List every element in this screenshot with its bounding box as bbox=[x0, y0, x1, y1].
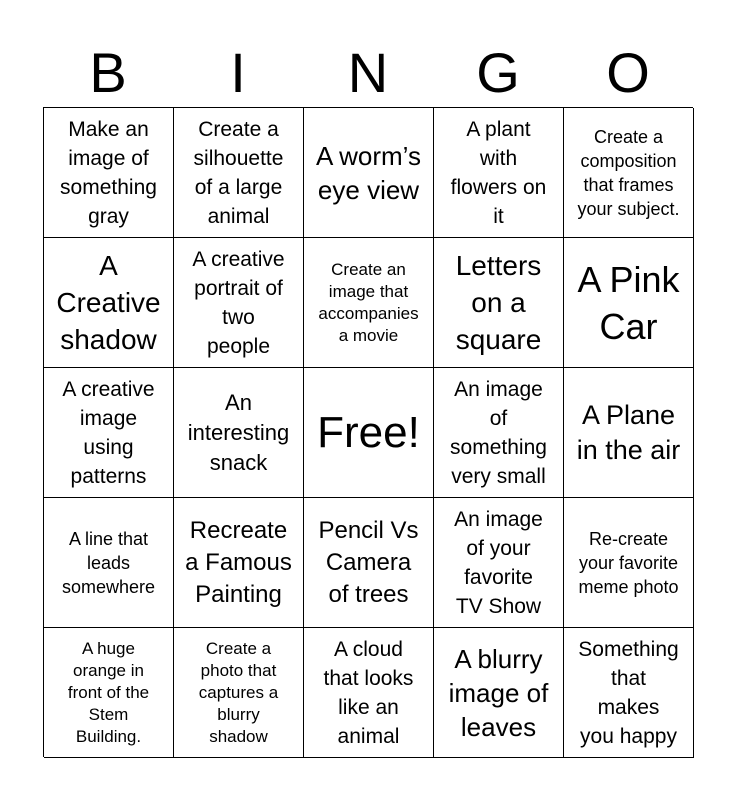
bingo-cell-r5c1[interactable] bbox=[44, 628, 174, 758]
header-letter-g: G bbox=[476, 41, 520, 104]
bingo-cell-r3c3[interactable] bbox=[304, 368, 434, 498]
cell-text: Letters on a square bbox=[455, 250, 542, 355]
cell-text: A creative portrait of two people bbox=[192, 247, 285, 358]
bingo-cell-r4c1[interactable] bbox=[44, 498, 174, 628]
free-space: Free! bbox=[317, 407, 420, 457]
cell-text: Recreate a Famous Painting bbox=[185, 516, 292, 608]
bingo-cell-r4c3[interactable] bbox=[304, 498, 434, 628]
bingo-cell-r1c4[interactable] bbox=[434, 108, 564, 238]
cell-text: A blurry image of leaves bbox=[448, 643, 549, 742]
header-letter-b: B bbox=[89, 41, 127, 104]
bingo-cell-r3c5[interactable] bbox=[564, 368, 694, 498]
bingo-cell-r1c3[interactable] bbox=[304, 108, 434, 238]
cell-text: A Plane in the air bbox=[576, 399, 681, 465]
bingo-cell-r5c2[interactable] bbox=[174, 628, 304, 758]
cell-text: Re-create your favorite meme photo bbox=[578, 528, 679, 597]
bingo-cell-r5c4[interactable] bbox=[434, 628, 564, 758]
bingo-cell-r1c2[interactable] bbox=[174, 108, 304, 238]
bingo-cell-r1c1[interactable] bbox=[44, 108, 174, 238]
header-letter-o: O bbox=[606, 41, 650, 104]
cell-text: Something that makes you happy bbox=[578, 637, 679, 748]
cell-text: Create an image that accompanies a movie bbox=[318, 259, 419, 345]
bingo-cell-r3c1[interactable] bbox=[44, 368, 174, 498]
bingo-cell-r4c2[interactable] bbox=[174, 498, 304, 628]
bingo-cell-r2c1[interactable] bbox=[44, 238, 174, 368]
cell-text: An interesting snack bbox=[187, 389, 290, 475]
bingo-cell-r3c2[interactable] bbox=[174, 368, 304, 498]
cell-text: Pencil Vs Camera of trees bbox=[318, 516, 419, 608]
bingo-cell-r2c3[interactable] bbox=[304, 238, 434, 368]
header-letter-i: I bbox=[230, 41, 246, 104]
cell-text: A worm’s eye view bbox=[316, 140, 421, 205]
cell-text: Create a composition that frames your subject. bbox=[577, 126, 680, 219]
bingo-cell-r2c2[interactable] bbox=[174, 238, 304, 368]
cell-text: A huge orange in front of the Stem Building. bbox=[67, 638, 150, 746]
cell-text: Create a silhouette of a large animal bbox=[193, 117, 284, 228]
cell-text: A plant with flowers on it bbox=[450, 117, 547, 228]
cell-text: Create a photo that captures a blurry shadow bbox=[198, 638, 279, 746]
bingo-board bbox=[43, 107, 693, 757]
bingo-cell-r2c4[interactable] bbox=[434, 238, 564, 368]
header-letter-n: N bbox=[347, 41, 389, 104]
cell-text: A Pink Car bbox=[577, 258, 680, 347]
bingo-cell-r4c4[interactable] bbox=[434, 498, 564, 628]
bingo-cell-r5c5[interactable] bbox=[564, 628, 694, 758]
bingo-cell-r2c5[interactable] bbox=[564, 238, 694, 368]
cell-text: A cloud that looks like an animal bbox=[323, 637, 414, 748]
bingo-cell-r3c4[interactable] bbox=[434, 368, 564, 498]
bingo-cell-r4c5[interactable] bbox=[564, 498, 694, 628]
bingo-cell-r1c5[interactable] bbox=[564, 108, 694, 238]
cell-text: A line that leads somewhere bbox=[61, 528, 156, 597]
bingo-header bbox=[43, 40, 693, 106]
cell-text: An image of something very small bbox=[450, 377, 547, 488]
cell-text: An image of your favorite TV Show bbox=[454, 507, 543, 618]
cell-text: A Creative shadow bbox=[56, 250, 161, 355]
cell-text: A creative image using patterns bbox=[62, 377, 155, 488]
cell-text: Make an image of something gray bbox=[60, 117, 157, 228]
bingo-cell-r5c3[interactable] bbox=[304, 628, 434, 758]
